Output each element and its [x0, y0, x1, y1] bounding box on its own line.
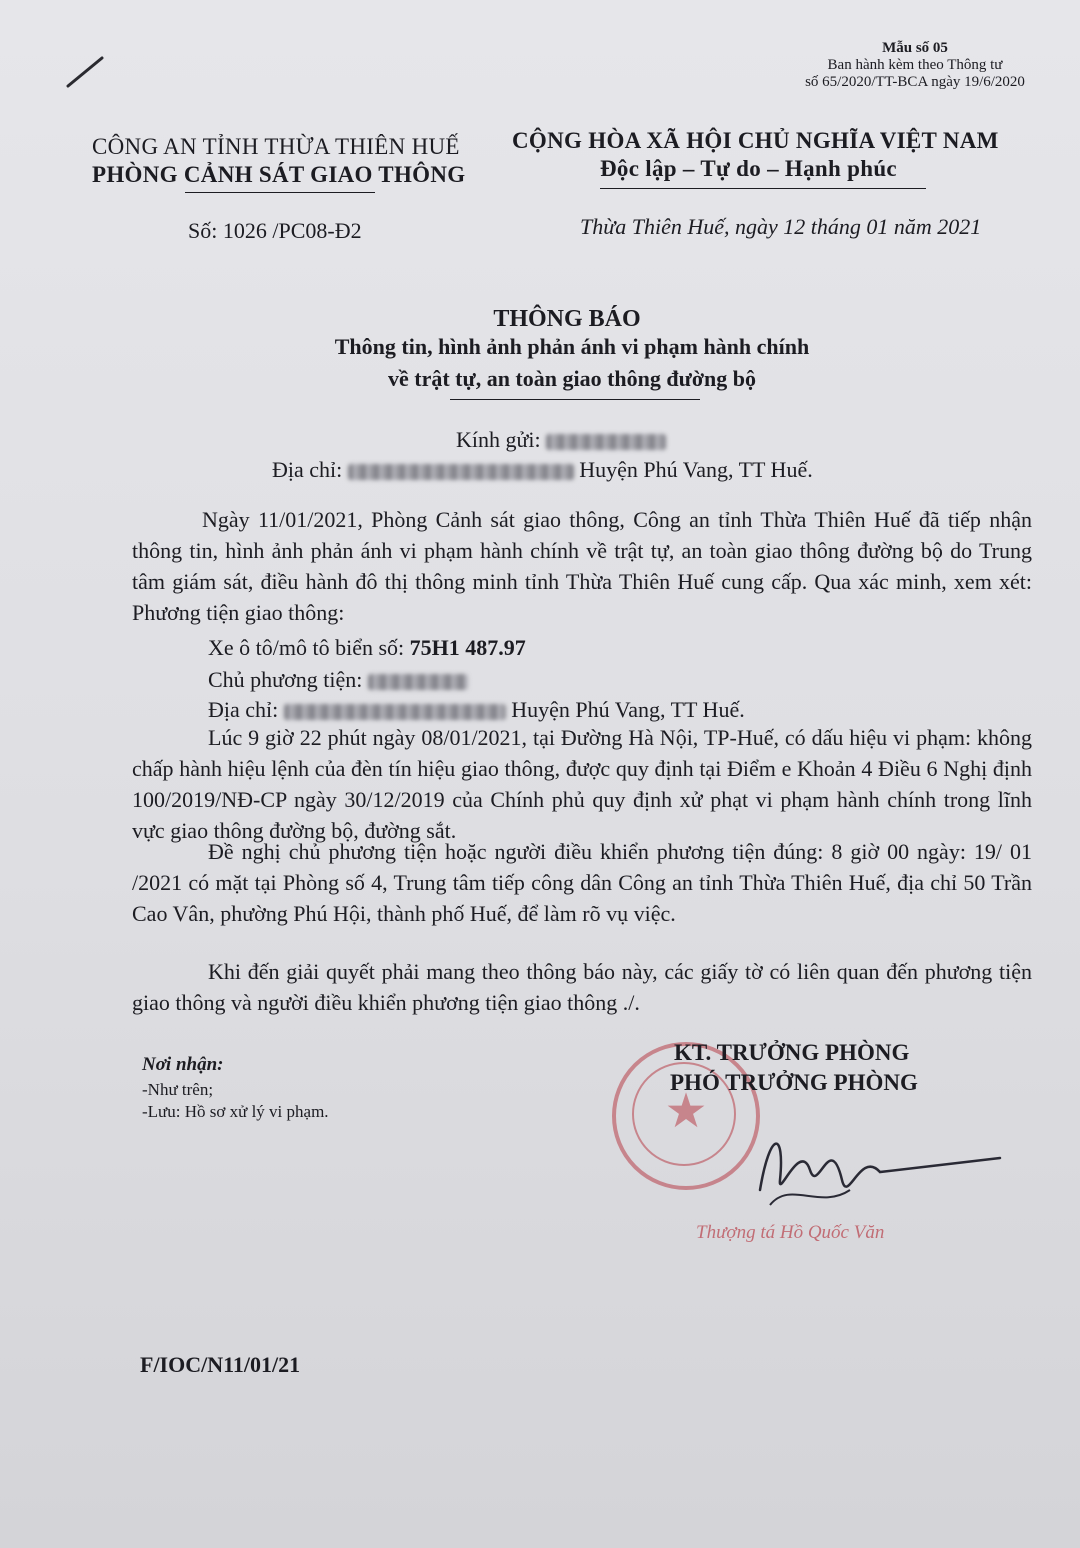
nation-underline [600, 188, 926, 189]
body-p4-text: Khi đến giải quyết phải mang theo thông báo này, các giấy tờ có liên quan đến phương tiện giao thông và người điều khiển phương tiện giao thông ./. [132, 959, 1032, 1015]
handwritten-signature [730, 1110, 1010, 1220]
recipient-greeting-row [456, 424, 666, 455]
redacted-owner-address [284, 704, 506, 720]
title-underline [450, 399, 700, 400]
plate-value: 75H1 487.97 [409, 635, 526, 660]
seal-star-icon: ★ [664, 1085, 708, 1138]
doc-number: Số: 1026 /PC08-Đ2 [188, 218, 362, 243]
plate-label: Xe ô tô/mô tô biển số: [208, 635, 405, 660]
owner-address-row [208, 694, 745, 725]
body-paragraph-4 [132, 956, 1032, 1018]
form-code: Mẫu số 05 [882, 40, 948, 56]
body-p3-text: Đề nghị chủ phương tiện hoặc người điều khiển phương tiện đúng: 8 giờ 00 ngày: 19/ 01 /2021 có mặt tại Phòng số 4, Trung tâm tiếp công dân Công an tỉnh Thừa Thiên Huế, địa chỉ 50 Trần Cao Vân, phường Phú Hội, thành phố Huế, để làm rõ vụ việc. [132, 839, 1032, 926]
form-circular: số 65/2020/TT-BCA ngày 19/6/2020 [805, 74, 1025, 90]
doc-subtitle-1: Thông tin, hình ảnh phản ánh vi phạm hành chính [334, 334, 810, 359]
recipients-heading: Nơi nhận: [142, 1054, 224, 1075]
footer-code: F/IOC/N11/01/21 [140, 1352, 301, 1377]
body-p1-text: Ngày 11/01/2021, Phòng Cảnh sát giao thông, Công an tỉnh Thừa Thiên Huế đã tiếp nhận thông tin, hình ảnh phản ánh vi phạm hành chính về trật tự, an toàn giao thông đường bộ do Trung tâm giám sát, điều hành đô thị thông minh tỉnh Thừa Thiên Huế cung cấp. Qua xác minh, xem xét: Phương tiện giao thông: [132, 507, 1032, 625]
place-date: Thừa Thiên Huế, ngày 12 tháng 01 năm 2021 [580, 214, 982, 239]
nation-line2: Độc lập – Tự do – Hạnh phúc [600, 156, 897, 181]
recipient-address-visible: Huyện Phú Vang, TT Huế. [579, 457, 813, 482]
pen-mark [60, 52, 110, 92]
redacted-recipient-name [546, 434, 666, 450]
recipient-address-row [272, 454, 813, 485]
redacted-owner-name [368, 674, 468, 690]
agency-line1: CÔNG AN TỈNH THỪA THIÊN HUẾ [92, 134, 460, 159]
signature-title-2: PHÓ TRƯỞNG PHÒNG [670, 1070, 918, 1095]
agency-line2: PHÒNG CẢNH SÁT GIAO THÔNG [92, 162, 466, 187]
doc-subtitle-2: về trật tự, an toàn giao thông đường bộ [387, 366, 756, 391]
owner-address-visible: Huyện Phú Vang, TT Huế. [511, 697, 745, 722]
agency-underline [185, 192, 375, 193]
redacted-recipient-address [348, 464, 574, 480]
body-paragraph-3 [132, 836, 1032, 929]
form-issued-by: Ban hành kèm theo Thông tư [827, 57, 1003, 73]
doc-title: THÔNG BÁO [493, 306, 641, 332]
plate-row [208, 632, 526, 663]
nation-line1: CỘNG HÒA XÃ HỘI CHỦ NGHĨA VIỆT NAM [512, 128, 999, 153]
owner-address-label: Địa chỉ: [208, 697, 279, 722]
recipient-greeting: Kính gửi: [456, 427, 541, 452]
recipients-item-1: -Như trên; [142, 1080, 214, 1099]
recipients-item-2: -Lưu: Hồ sơ xử lý vi phạm. [142, 1102, 329, 1121]
owner-row [208, 664, 468, 695]
body-paragraph-2 [132, 722, 1032, 846]
body-p2-text: Lúc 9 giờ 22 phút ngày 08/01/2021, tại Đường Hà Nội, TP-Huế, có dấu hiệu vi phạm: không chấp hành hiệu lệnh của đèn tín hiệu giao thông, được quy định tại Điểm e Khoản 4 Điều 6 Nghị định 100/2019/NĐ-CP ngày 30/12/2019 của Chính phủ quy định xử phạt vi phạm hành chính trong lĩnh vực giao thông đường bộ, đường sắt. [132, 725, 1032, 843]
signature-title-1: KT. TRƯỞNG PHÒNG [674, 1040, 910, 1065]
body-paragraph-1 [132, 504, 1032, 628]
recipient-address-label: Địa chỉ: [272, 457, 343, 482]
form-code-block [790, 40, 1040, 91]
signature-name: Thượng tá Hồ Quốc Văn [696, 1222, 885, 1243]
owner-label: Chủ phương tiện: [208, 667, 363, 692]
